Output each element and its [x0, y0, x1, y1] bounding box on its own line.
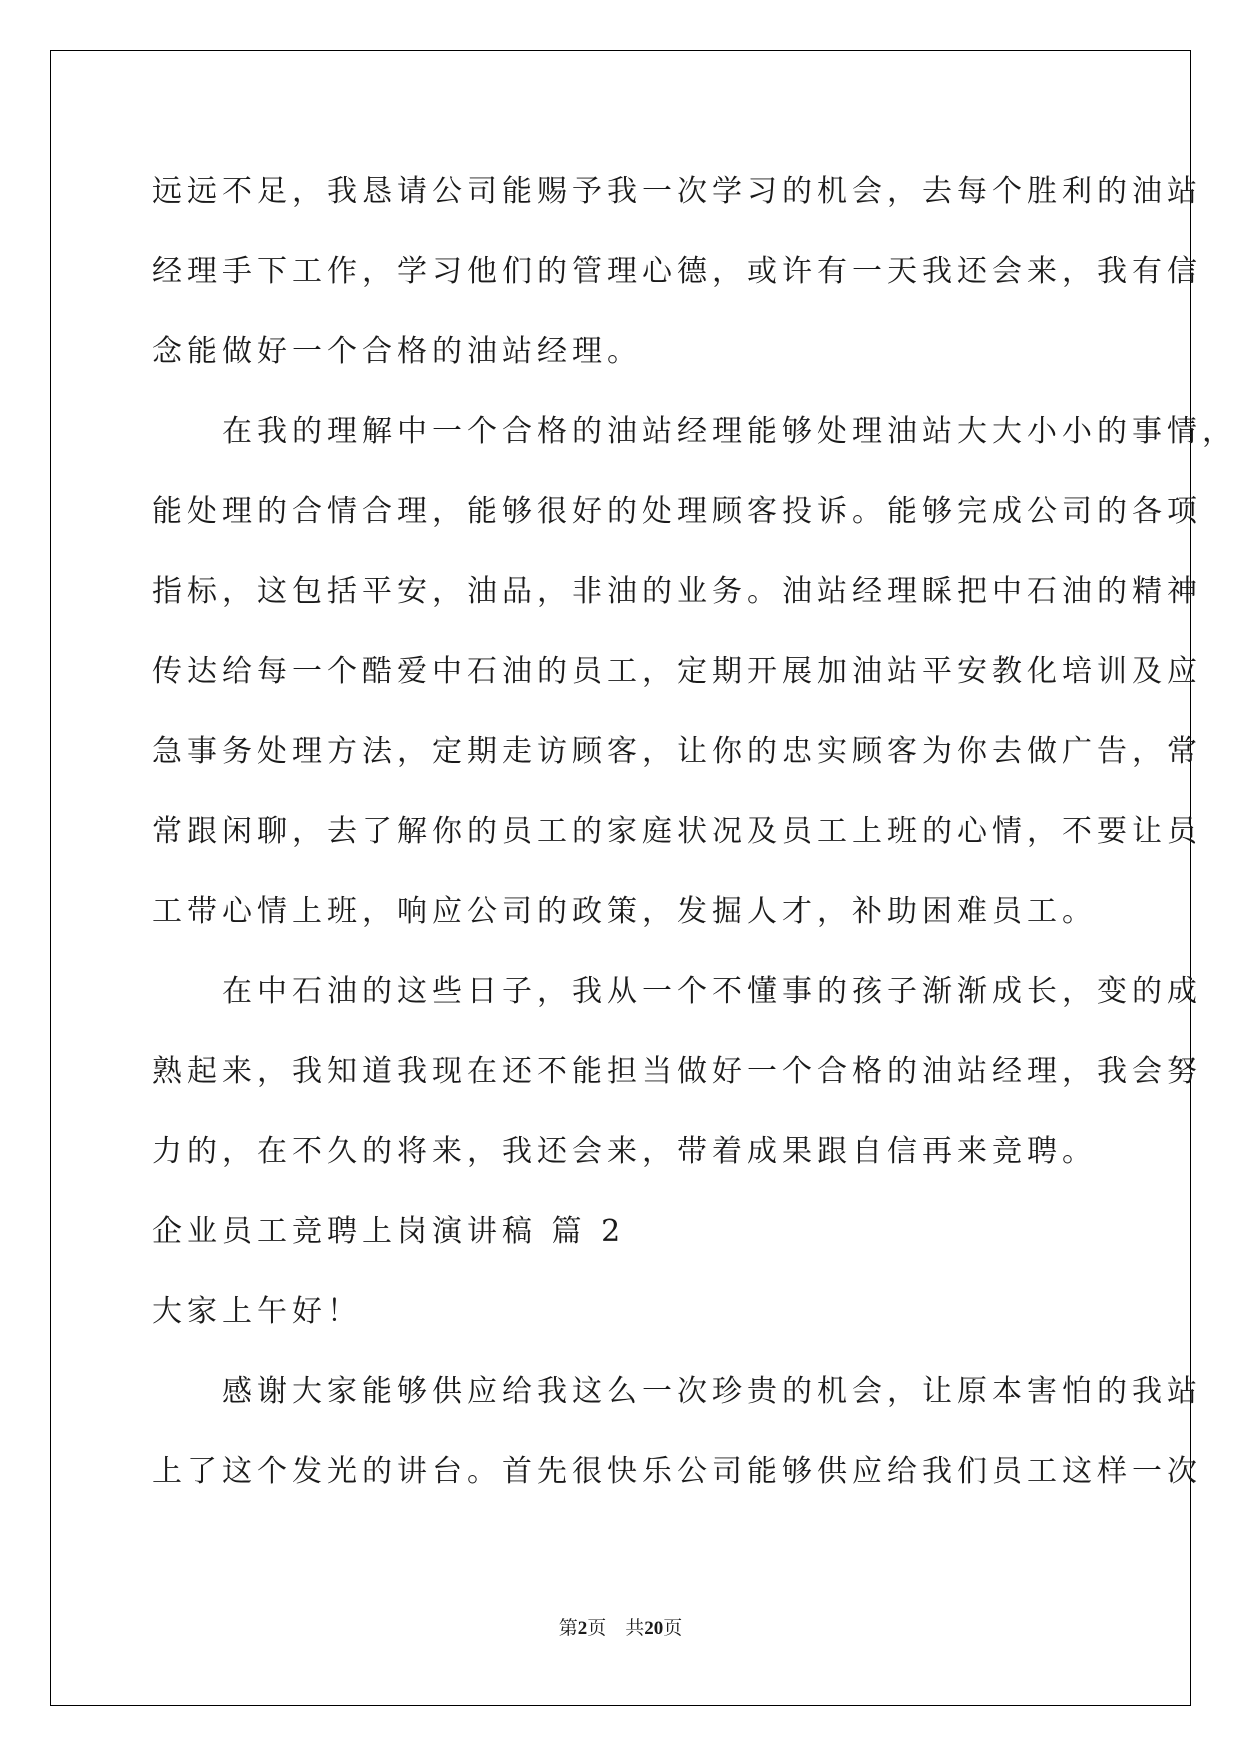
text-line: 力的，在不久的将来，我还会来，带着成果跟自信再来竞聘。	[152, 1134, 1097, 1169]
page-prefix: 第	[558, 1618, 578, 1639]
total-prefix: 共	[625, 1618, 645, 1639]
page-suffix: 页	[587, 1618, 607, 1639]
text-line: 上了这个发光的讲台。首先很快乐公司能够供应给我们员工这样一次	[152, 1454, 1202, 1489]
total-suffix: 页	[663, 1618, 683, 1639]
text-line: 在中石油的这些日子，我从一个不懂事的孩子渐渐成长，变的成	[152, 974, 1202, 1009]
text-line: 念能做好一个合格的油站经理。	[152, 334, 642, 369]
text-line: 远远不足，我恳请公司能赐予我一次学习的机会，去每个胜利的油站	[152, 174, 1202, 209]
text-line: 指标，这包括平安，油品，非油的业务。油站经理睬把中石油的精神	[152, 574, 1202, 609]
greeting: 大家上午好！	[152, 1294, 362, 1329]
text-line: 能处理的合情合理，能够很好的处理顾客投诉。能够完成公司的各项	[152, 494, 1202, 529]
text-line: 在我的理解中一个合格的油站经理能够处理油站大大小小的事情，	[152, 414, 1237, 449]
text-line: 熟起来，我知道我现在还不能担当做好一个合格的油站经理，我会努	[152, 1054, 1202, 1089]
text-line: 感谢大家能够供应给我这么一次珍贵的机会，让原本害怕的我站	[152, 1374, 1202, 1409]
text-line: 急事务处理方法，定期走访顾客，让你的忠实顾客为你去做广告，常	[152, 734, 1202, 769]
text-line: 传达给每一个酷爱中石油的员工，定期开展加油站平安教化培训及应	[152, 654, 1202, 689]
section-heading: 企业员工竞聘上岗演讲稿 篇 2	[152, 1214, 626, 1249]
text-line: 常跟闲聊，去了解你的员工的家庭状况及员工上班的心情，不要让员	[152, 814, 1202, 849]
total-pages: 20	[644, 1618, 664, 1639]
text-line: 工带心情上班，响应公司的政策，发掘人才，补助困难员工。	[152, 894, 1097, 929]
page-footer	[0, 1617, 1241, 1641]
text-line: 经理手下工作，学习他们的管理心德，或许有一天我还会来，我有信	[152, 254, 1202, 289]
page-number: 2	[577, 1618, 588, 1639]
